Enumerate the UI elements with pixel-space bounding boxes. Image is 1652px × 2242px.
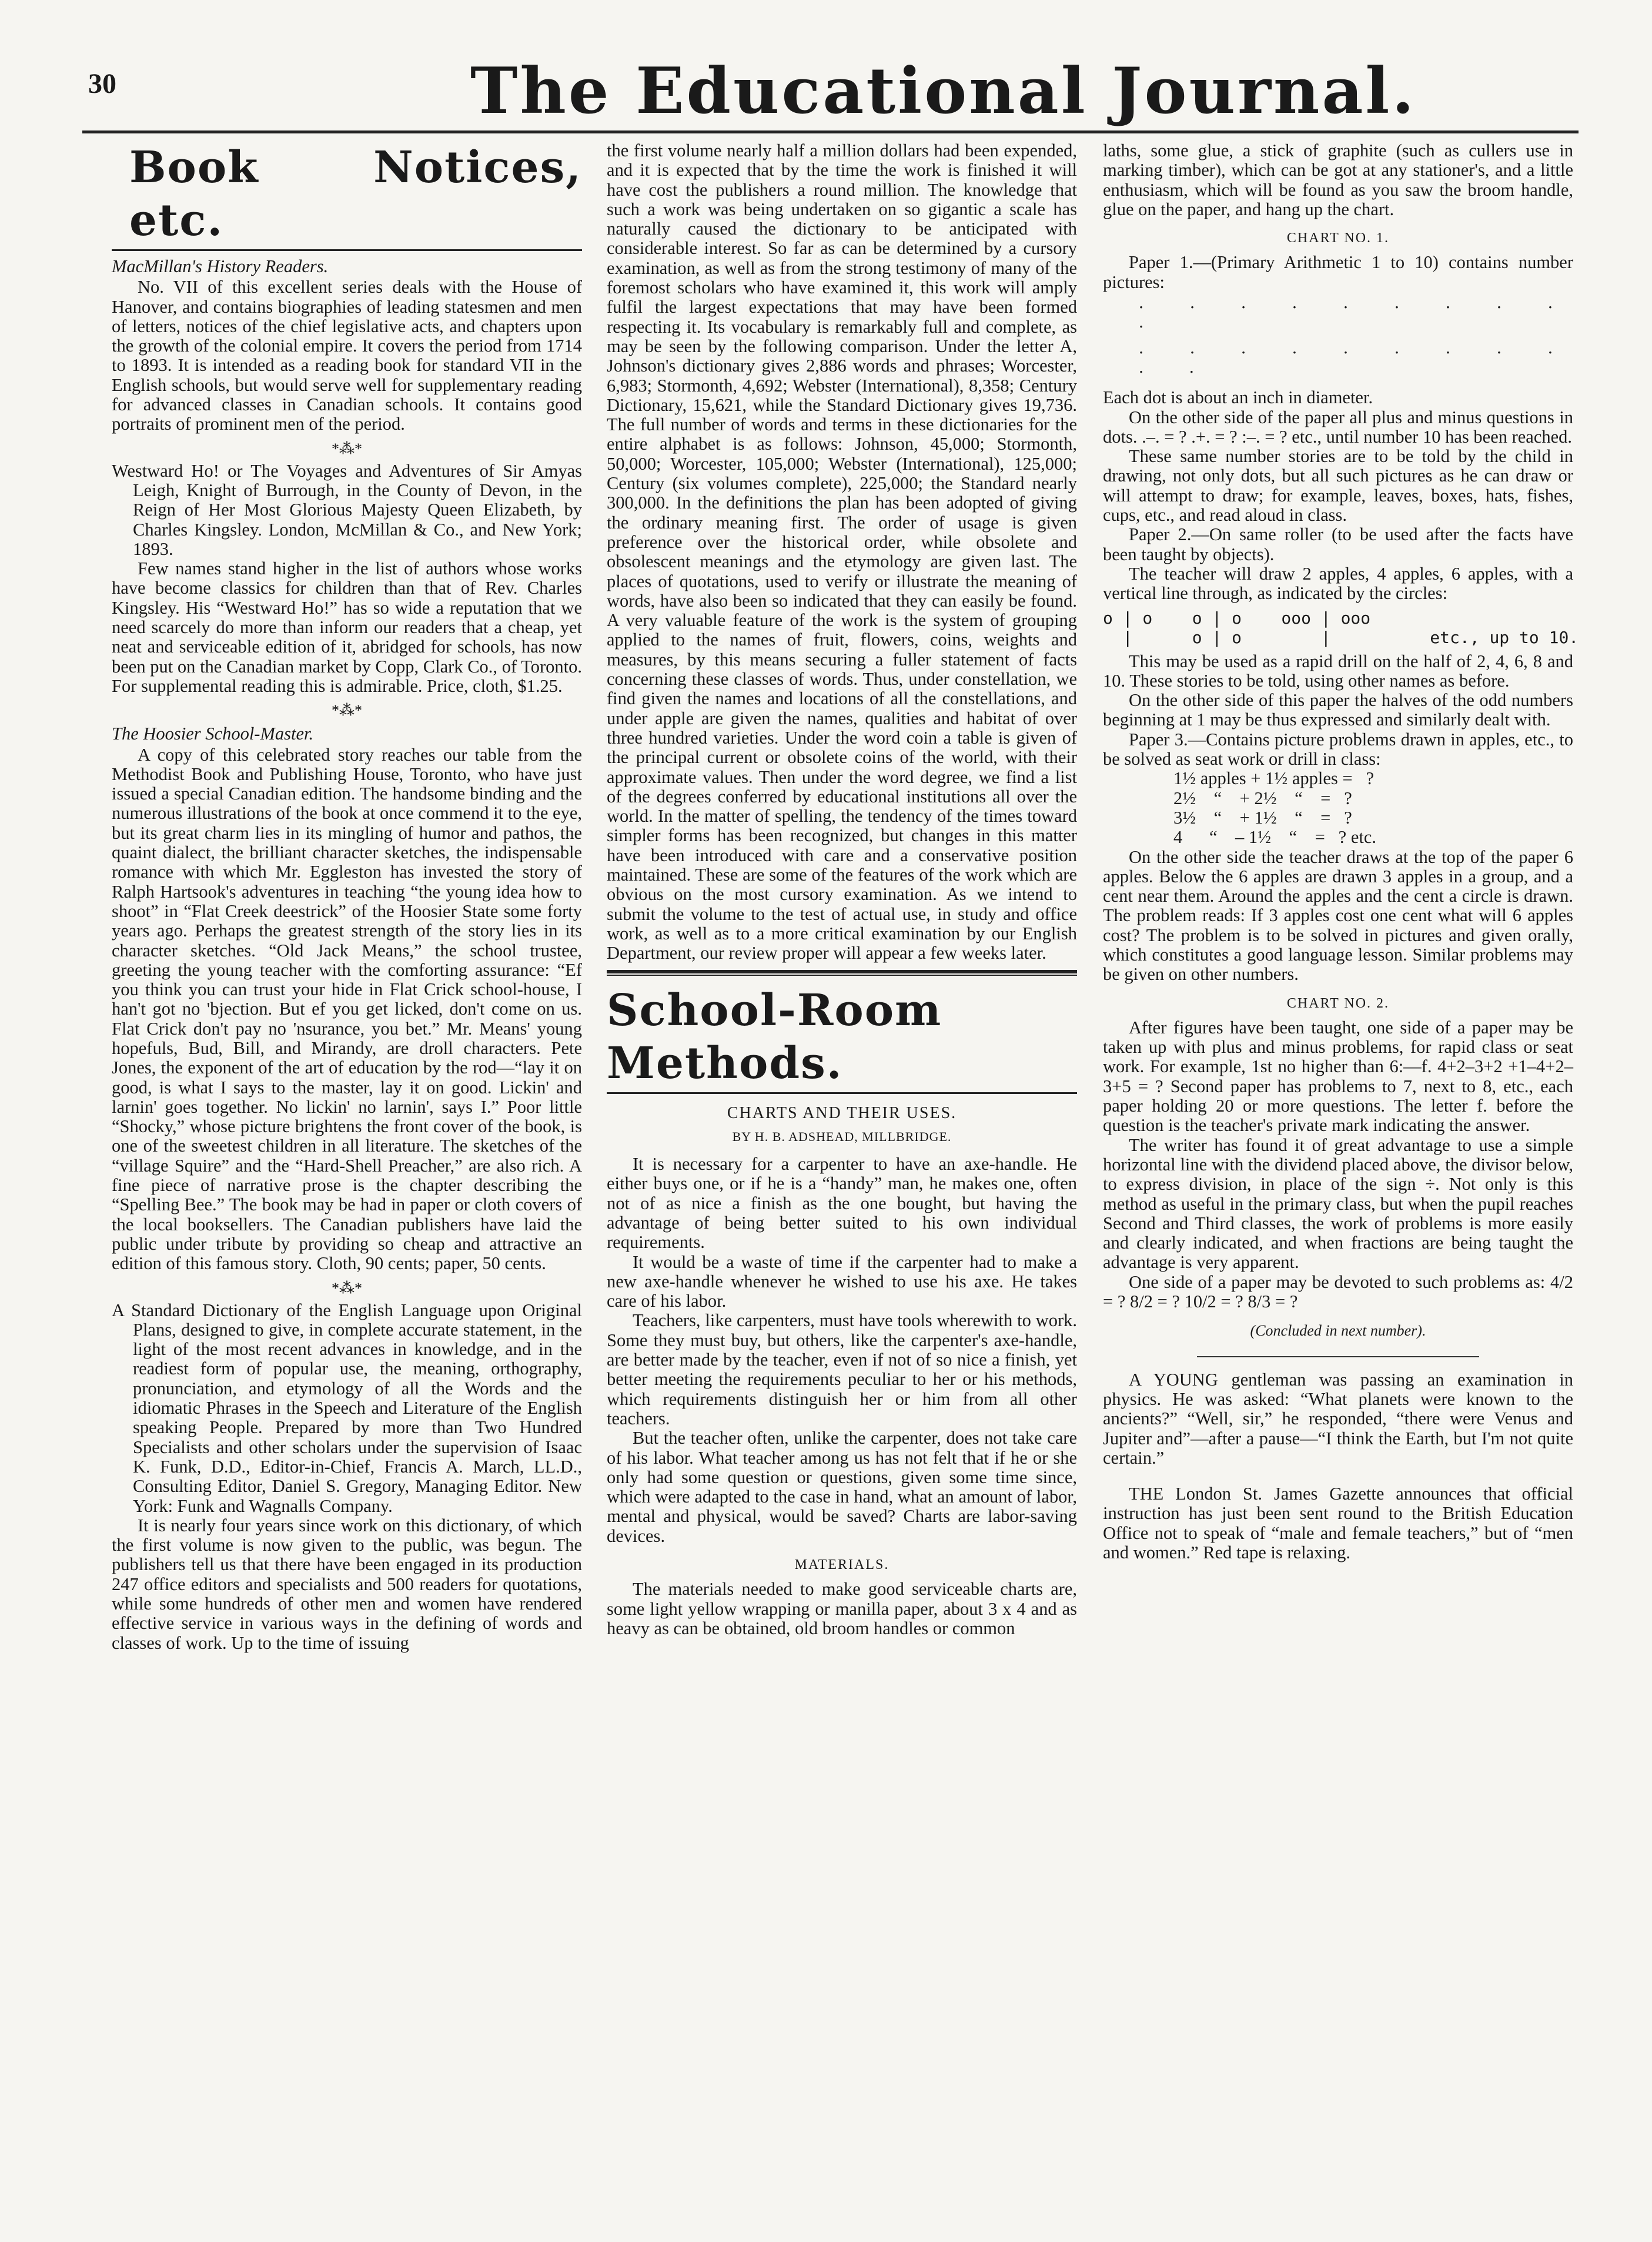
- paragraph: Teachers, like carpenters, must have tools wherewith to work. Some they must buy, but others, like the carpenter's axe-handle, are better made by the teacher, even if not of so nice a finish, yet better meeting the requirements peculiar to her or his methods, which requirements distinguish her or him from all other teachers.: [607, 1310, 1077, 1428]
- section-rule: [607, 1092, 1077, 1094]
- paragraph: Few names stand higher in the list of authors whose works have become classics for children than that of Rev. Charles Kingsley. His “Westward Ho!” has so wide a reputation that we need scarcely do more than inform our readers that a cheap, yet neat and serviceable edition of it, abridged for schools, has now been put on the Canadian market by Copp, Clark Co., of Toronto. For supplemental reading this is admirable. Price, cloth, $1.25.: [112, 558, 582, 696]
- paragraph: No. VII of this excellent series deals with the House of Hanover, and contains biographies of leading statesmen and men of letters, notices of the chief legislative acts, and chapters upon the growth of the colonial empire. It covers the period from 1714 to 1893. It is intended as a reading book for standard VII in the English schools, but would serve well for supplementary reading for advanced classes in Canadian schools. It contains good portraits of prominent men of the period.: [112, 277, 582, 434]
- page-number: 30: [88, 68, 116, 99]
- paragraph: the first volume nearly half a million dollars had been expended, and it is expected that by the time the work is finished it will have cost the publishers a round million. The knowledge that such a work was being undertaken on so gigantic a scale has naturally caused the dictionary to be anticipated with considerable interest. So far as can be determined by a cursory examination, as well as from the strong testimony of many of the foremost scholars who have examined it, this work will amply fulfil the largest expectations that may have been formed respecting it. Its vocabulary is remarkably full and complete, as may be seen by the following comparison. Under the letter A, Johnson's dictionary gives 2,886 words and phrases; Worcester, 6,983; Stormonth, 4,692; Webster (International), 8,358; Century Dictionary, 15,621, while the Standard Dictionary gives 19,736. The full number of words and terms in these dictionaries for the entire alphabet is as follows: Johnson, 45,000; Stormonth, 50,000; Worcester, 105,000; Webster (International), 125,000; Century (six volumes complete), 225,000; the Standard nearly 300,000. In the definitions the plan has been adopted of giving the ordinary meaning first. The order of usage is given preference over the historical order, while obsolete and obsolescent meanings and the etymology are given last. The places of quotations, used to verify or illustrate the meaning of words, have also been so indicated that they can easily be found. A very valuable feature of the work is the system of grouping applied to the names of fruit, flowers, coins, weights and measures, by this means securing a fuller statement of facts concerning these classes of words. Thus, under constellation, we find given the names and locations of all the constellations, and under apple are given the names, qualities and habitat of over three hundred varieties. Under the word coin a table is given of the principal current or obsolete coins of the world, with their approximate values. Then under the word degree, we find a list of the degrees conferred by educational institutions all over the world. In the matter of spelling, the tendency of the times toward simpler forms has been recognized, but changes in this matter have been introduced with care and a conservative position maintained. These are some of the features of the work which are obvious on the most cursory examination. As we intend to submit the volume to the test of actual use, in study and office work, as well as to a more critical examination by our English Department, our review proper will appear a few weeks later.: [607, 140, 1077, 963]
- paragraph: On the other side the teacher draws at the top of the paper 6 apples. Below the 6 apples are drawn 3 apples in a group, and a cent near them. Around the apples and the cent a circle is drawn. The problem reads: If 3 apples cost one cent what will 6 apples cost? The problem is to be solved in pictures and given orally, which constitutes a good language lesson. Similar problems may be given on other numbers.: [1103, 846, 1573, 985]
- paragraph: A copy of this celebrated story reaches our table from the Methodist Book and Publishing House, Toronto, who have just issued a special Canadian edition. The handsome binding and the numerous illustrations of the book at once commend it to the eye, but its great charm lies in its mingling of humor and pathos, the quaint dialect, the brilliant character sketches, the indispensable romance with which Mr. Eggleston has invested the story of Ralph Hartsook's adventures in teaching “the young idea how to shoot” in “Flat Creek deestrick” of the Hoosier State some forty years ago. Perhaps the greatest strength of the story lies in its character sketches. “Old Jack Means,” the school trustee, greeting the young teacher with the comforting assurance: “Ef you think you can trust your hide in Flat Crick school-house, I han't got no 'bjection. But ef you get licked, don't come on us. Flat Crick don't pay no 'nsurance, you bet.” Mr. Means' young hopefuls, Bud, Bill, and Mirandy, are droll characters. Pete Jones, the exponent of the art of education by the rod—“lay it on good, is what I says to the master, lay it on good. Lickin' and larnin' goes together. No lickin' no larnin', says I.” Poor little “Shocky,” whose picture brightens the front cover of the book, is one of the sweetest children in all literature. The sketches of the “village Squire” and the “Hard-Shell Preacher,” are also rich. A fine piece of narrative prose is the chapter describing the “Spelling Bee.” The book may be had in paper or cloth covers of the local booksellers. The Canadian publishers have laid the public under tribute by providing so cheap and attractive an edition of this famous story. Cloth, 90 cents; paper, 50 cents.: [112, 744, 582, 1274]
- paragraph: Paper 2.—On same roller (to be used after the facts have been taught by objects).: [1103, 524, 1573, 564]
- paragraph: This may be used as a rapid drill on the half of 2, 4, 6, 8 and 10. These stories to be told, using other names as before.: [1103, 651, 1573, 691]
- section-rule-thin: [607, 975, 1077, 976]
- dot-row: · · · · · · · · · ·: [1138, 297, 1573, 337]
- article-byline: BY H. B. ADSHEAD, MILLBRIDGE.: [732, 1129, 952, 1144]
- section-title-school-room-methods: School-Room Methods.: [607, 985, 942, 1089]
- paragraph: The writer has found it of great advantage to use a simple horizontal line with the dividend placed above, the divisor below, to express division, in place of the sign ÷. Not only is this method as useful in the primary class, but when the pupil reaches Second and Third classes, the work of problems is more easily and clearly indicated, and when fractions are being taught the advantage is very apparent.: [1103, 1135, 1573, 1273]
- paragraph: It is nearly four years since work on this dictionary, of which the first volume is now given to the public, was begun. The publishers tell us that there have been engaged in its production 247 office editors and specialists and 500 readers for quotations, while some hundreds of other men and women have rendered effective service in various ways in the defining of words and classes of work. Up to the time of issuing: [112, 1515, 582, 1653]
- paragraph: On the other side of the paper all plus and minus questions in dots. .–. = ? .+. = ? :–. = ? etc., until number 10 has been reached.: [1103, 407, 1573, 447]
- paragraph: One side of a paper may be devoted to such problems as: 4/2 = ? 8/2 = ? 10/2 = ? 8/3 = ?: [1103, 1271, 1573, 1312]
- paragraph: The materials needed to make good serviceable charts are, some light yellow wrapping or manilla paper, about 3 x 4 and as heavy as can be obtained, old broom handles or common: [607, 1579, 1077, 1638]
- book-title: The Hoosier School-Master.: [112, 724, 314, 744]
- paragraph: THE London St. James Gazette announces that official instruction has just been sent round to the British Education Office not to speak of “male and female teachers,” but of “men and women.” Red tape is relaxing.: [1103, 1484, 1573, 1562]
- asterism-divider: *⁂*: [332, 1279, 362, 1297]
- subheading: MATERIALS.: [794, 1557, 889, 1572]
- paragraph: laths, some glue, a stick of graphite (such as cullers use in marking timber), which can be got at any stationer's, and a little enthusiasm, which will be found as you saw the broom handle, glue on the paper, and hang up the chart.: [1103, 140, 1573, 219]
- paragraph: It is necessary for a carpenter to have an axe-handle. He either buys one, or if he is a “handy” man, he makes one, often not of as nice a finish as the one bought, but having the advantage of being better suited to his own individual requirements.: [607, 1154, 1077, 1253]
- masthead-rule: [82, 130, 1579, 133]
- book-citation: A Standard Dictionary of the English Language upon Original Plans, designed to give, in complete accurate statement, in the light of the most recent advances in knowledge, and in the readiest form of popular use, the meaning, orthography, pronunciation, and etymology of all the Words and the idiomatic Phrases in the Speech and Literature of the English speaking People. Prepared by more than Two Hundred Specialists and other scholars under the supervision of Isaac K. Funk, D.D., Editor-in-Chief, Francis A. March, LL.D., Consulting Editor, Daniel S. Gregory, Managing Editor. New York: Funk and Wagnalls Company.: [112, 1300, 582, 1516]
- section-rule: [112, 249, 582, 251]
- book-title: MacMillan's History Readers.: [112, 256, 329, 276]
- paragraph: These same number stories are to be told by the child in drawing, not only dots, but all such pictures as he can draw or will attempt to draw; for example, leaves, boxes, hats, fishes, cups, etc., and read aloud in class.: [1103, 446, 1573, 526]
- column-book-notices: [112, 141, 582, 1653]
- paragraph: A YOUNG gentleman was passing an examination in physics. He was asked: “What planets were known to the ancients?” “Well, sir,” he responded, “there were Venus and Jupiter and”—after a pause—“I think the Earth, but I'm not quite certain.”: [1103, 1369, 1573, 1468]
- masthead: [82, 56, 1587, 132]
- paragraph: Paper 1.—(Primary Arithmetic 1 to 10) contains number pictures:: [1103, 252, 1573, 292]
- continued-note: (Concluded in next number).: [1250, 1322, 1426, 1340]
- dictionary-review-body: [607, 141, 1077, 963]
- spacer: [1103, 1468, 1573, 1484]
- paragraph: Each dot is about an inch in diameter.: [1103, 387, 1373, 408]
- apple-problems: 1½ apples + 1½ apples = ? 2½ “ + 2½ “ = ? 3½ “ + 1½ “ = ? 4 “ – 1½ “ = ? etc.: [1173, 768, 1376, 848]
- asterism-divider: *⁂*: [332, 440, 362, 457]
- paragraph: Paper 3.—Contains picture problems drawn in apples, etc., to be solved as seat work or drill in class:: [1103, 729, 1573, 769]
- asterism-divider: *⁂*: [332, 702, 362, 720]
- paragraph: After figures have been taught, one side of a paper may be taken up with plus and minus problems, for rapid class or seat work. For example, 1st no higher than 6:—f. 4+2–3+2 +1–4+2–3+5 = ? Second paper has problems to 7, next to 8, etc., each paper holding 20 or more questions. The letter f. before the question is the teacher's private mark indicating the answer.: [1103, 1017, 1573, 1136]
- section-title-book-notices: Book Notices, etc.: [129, 142, 582, 246]
- paragraph: On the other side of this paper the halves of the odd numbers beginning at 1 may be thus expressed and similarly dealt with.: [1103, 690, 1573, 730]
- column-right: [1103, 140, 1579, 1562]
- dot-row: · · · · · · · · · · ·: [1138, 342, 1573, 382]
- journal-title: The Educational Journal.: [470, 54, 1417, 128]
- subheading: CHART NO. 1.: [1286, 230, 1390, 246]
- charts-continued-body: [1103, 140, 1579, 1562]
- divider-rule: [1197, 1356, 1479, 1357]
- paragraph: The teacher will draw 2 apples, 4 apples, 6 apples, with a vertical line through, as indicated by the circles:: [1103, 563, 1573, 604]
- article-title: CHARTS AND THEIR USES.: [727, 1104, 957, 1123]
- book-notices-body: [112, 257, 582, 1653]
- circle-diagram: o | o o | o ooo | ooo | o | o | etc., up to 10.: [1103, 608, 1579, 647]
- article-body: [607, 1155, 1077, 1638]
- column-middle: [607, 141, 1077, 1638]
- book-citation: Westward Ho! or The Voyages and Adventures of Sir Amyas Leigh, Knight of Burrough, in the County of Devon, in the Reign of Her Most Glorious Majesty Queen Elizabeth, by Charles Kingsley. London, McMillan & Co., and New York; 1893.: [112, 460, 582, 559]
- subheading: CHART NO. 2.: [1286, 995, 1390, 1011]
- section-rule-thick: [607, 970, 1077, 973]
- paragraph: But the teacher often, unlike the carpenter, does not take care of his labor. What teacher among us has not felt that if he or she only had some question or questions, given some time since, which were adapted to the case in hand, what an amount of labor, mental and physical, would be saved? Charts are labor-saving devices.: [607, 1428, 1077, 1546]
- paragraph: It would be a waste of time if the carpenter had to make a new axe-handle whenever he wished to use his axe. He takes care of his labor.: [607, 1251, 1077, 1311]
